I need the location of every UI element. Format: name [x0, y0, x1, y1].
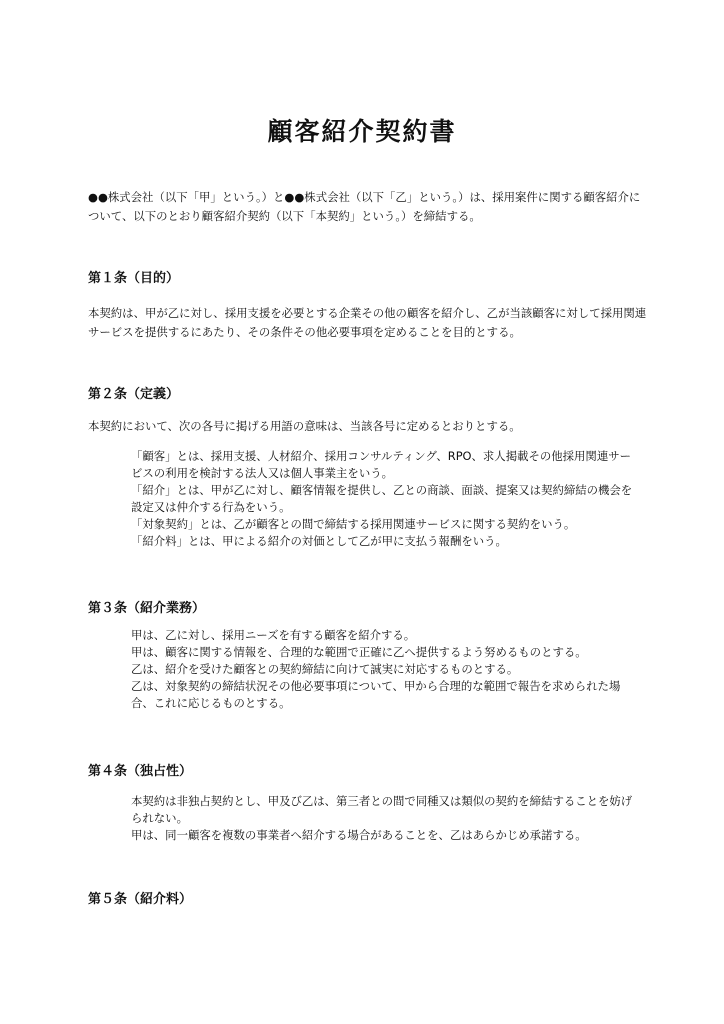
list-item: 「紹介」とは、甲が乙に対し、顧客情報を提供し、乙との商談、面談、提案又は契約締結の機会を設定又は仲介する行為をいう。: [131, 483, 633, 514]
article-4-heading: 第４条（独占性）: [88, 764, 193, 779]
article-5-heading: 第５条（紹介料）: [88, 892, 193, 907]
article-1-body: 本契約は、甲が乙に対し、採用支援を必要とする企業その他の顧客を紹介し、乙が当該顧客に対して採用関連サービスを提供するにあたり、その条件その他必要事項を定めることを目的とする。: [88, 306, 647, 339]
list-item: 乙は、対象契約の締結状況その他必要事項について、甲から合理的な範囲で報告を求められた場合、これに応じるものとする。: [131, 679, 621, 710]
list-item: 「顧客」とは、採用支援、人材紹介、採用コンサルティング、RPO、求人掲載その他採用関連サービスの利用を検討する法人又は個人事業主をいう。: [131, 449, 631, 480]
list-item: 甲は、乙に対し、採用ニーズを有する顧客を紹介する。: [131, 628, 416, 642]
document-title: 顧客紹介契約書: [267, 117, 457, 146]
list-item: 乙は、紹介を受けた顧客との契約締結に向けて誠実に対応するものとする。: [131, 662, 519, 676]
list-item: 「紹介料」とは、甲による紹介の対価として乙が甲に支払う報酬をいう。: [131, 534, 507, 548]
list-item: 甲は、同一顧客を複数の事業者へ紹介する場合があることを、乙はあらかじめ承諾する。: [131, 828, 587, 842]
article-4-item-list: [131, 793, 641, 844]
article-2-body: 本契約において、次の各号に掲げる用語の意味は、当該各号に定めるとおりとする。: [88, 419, 521, 433]
article-1-heading: 第１条（目的）: [88, 271, 180, 286]
list-item: 本契約は非独占契約とし、甲及び乙は、第三者との間で同種又は類似の契約を締結することを妨げられない。: [131, 794, 633, 825]
intro-paragraph: ●●株式会社（以下「甲」という。）と●●株式会社（以下「乙」という。）は、採用案件に関する顧客紹介について、以下のとおり顧客紹介契約（以下「本契約」という。）を締結する。: [88, 190, 641, 223]
article-3-item-list: [131, 627, 641, 712]
list-item: 「対象契約」とは、乙が顧客との間で締結する採用関連サービスに関する契約をいう。: [131, 517, 576, 531]
article-2-heading: 第２条（定義）: [88, 387, 180, 402]
article-3-heading: 第３条（紹介業務）: [88, 601, 206, 616]
list-item: 甲は、顧客に関する情報を、合理的な範囲で正確に乙へ提供するよう努めるものとする。: [131, 645, 587, 659]
article-2-item-list: [131, 448, 641, 550]
